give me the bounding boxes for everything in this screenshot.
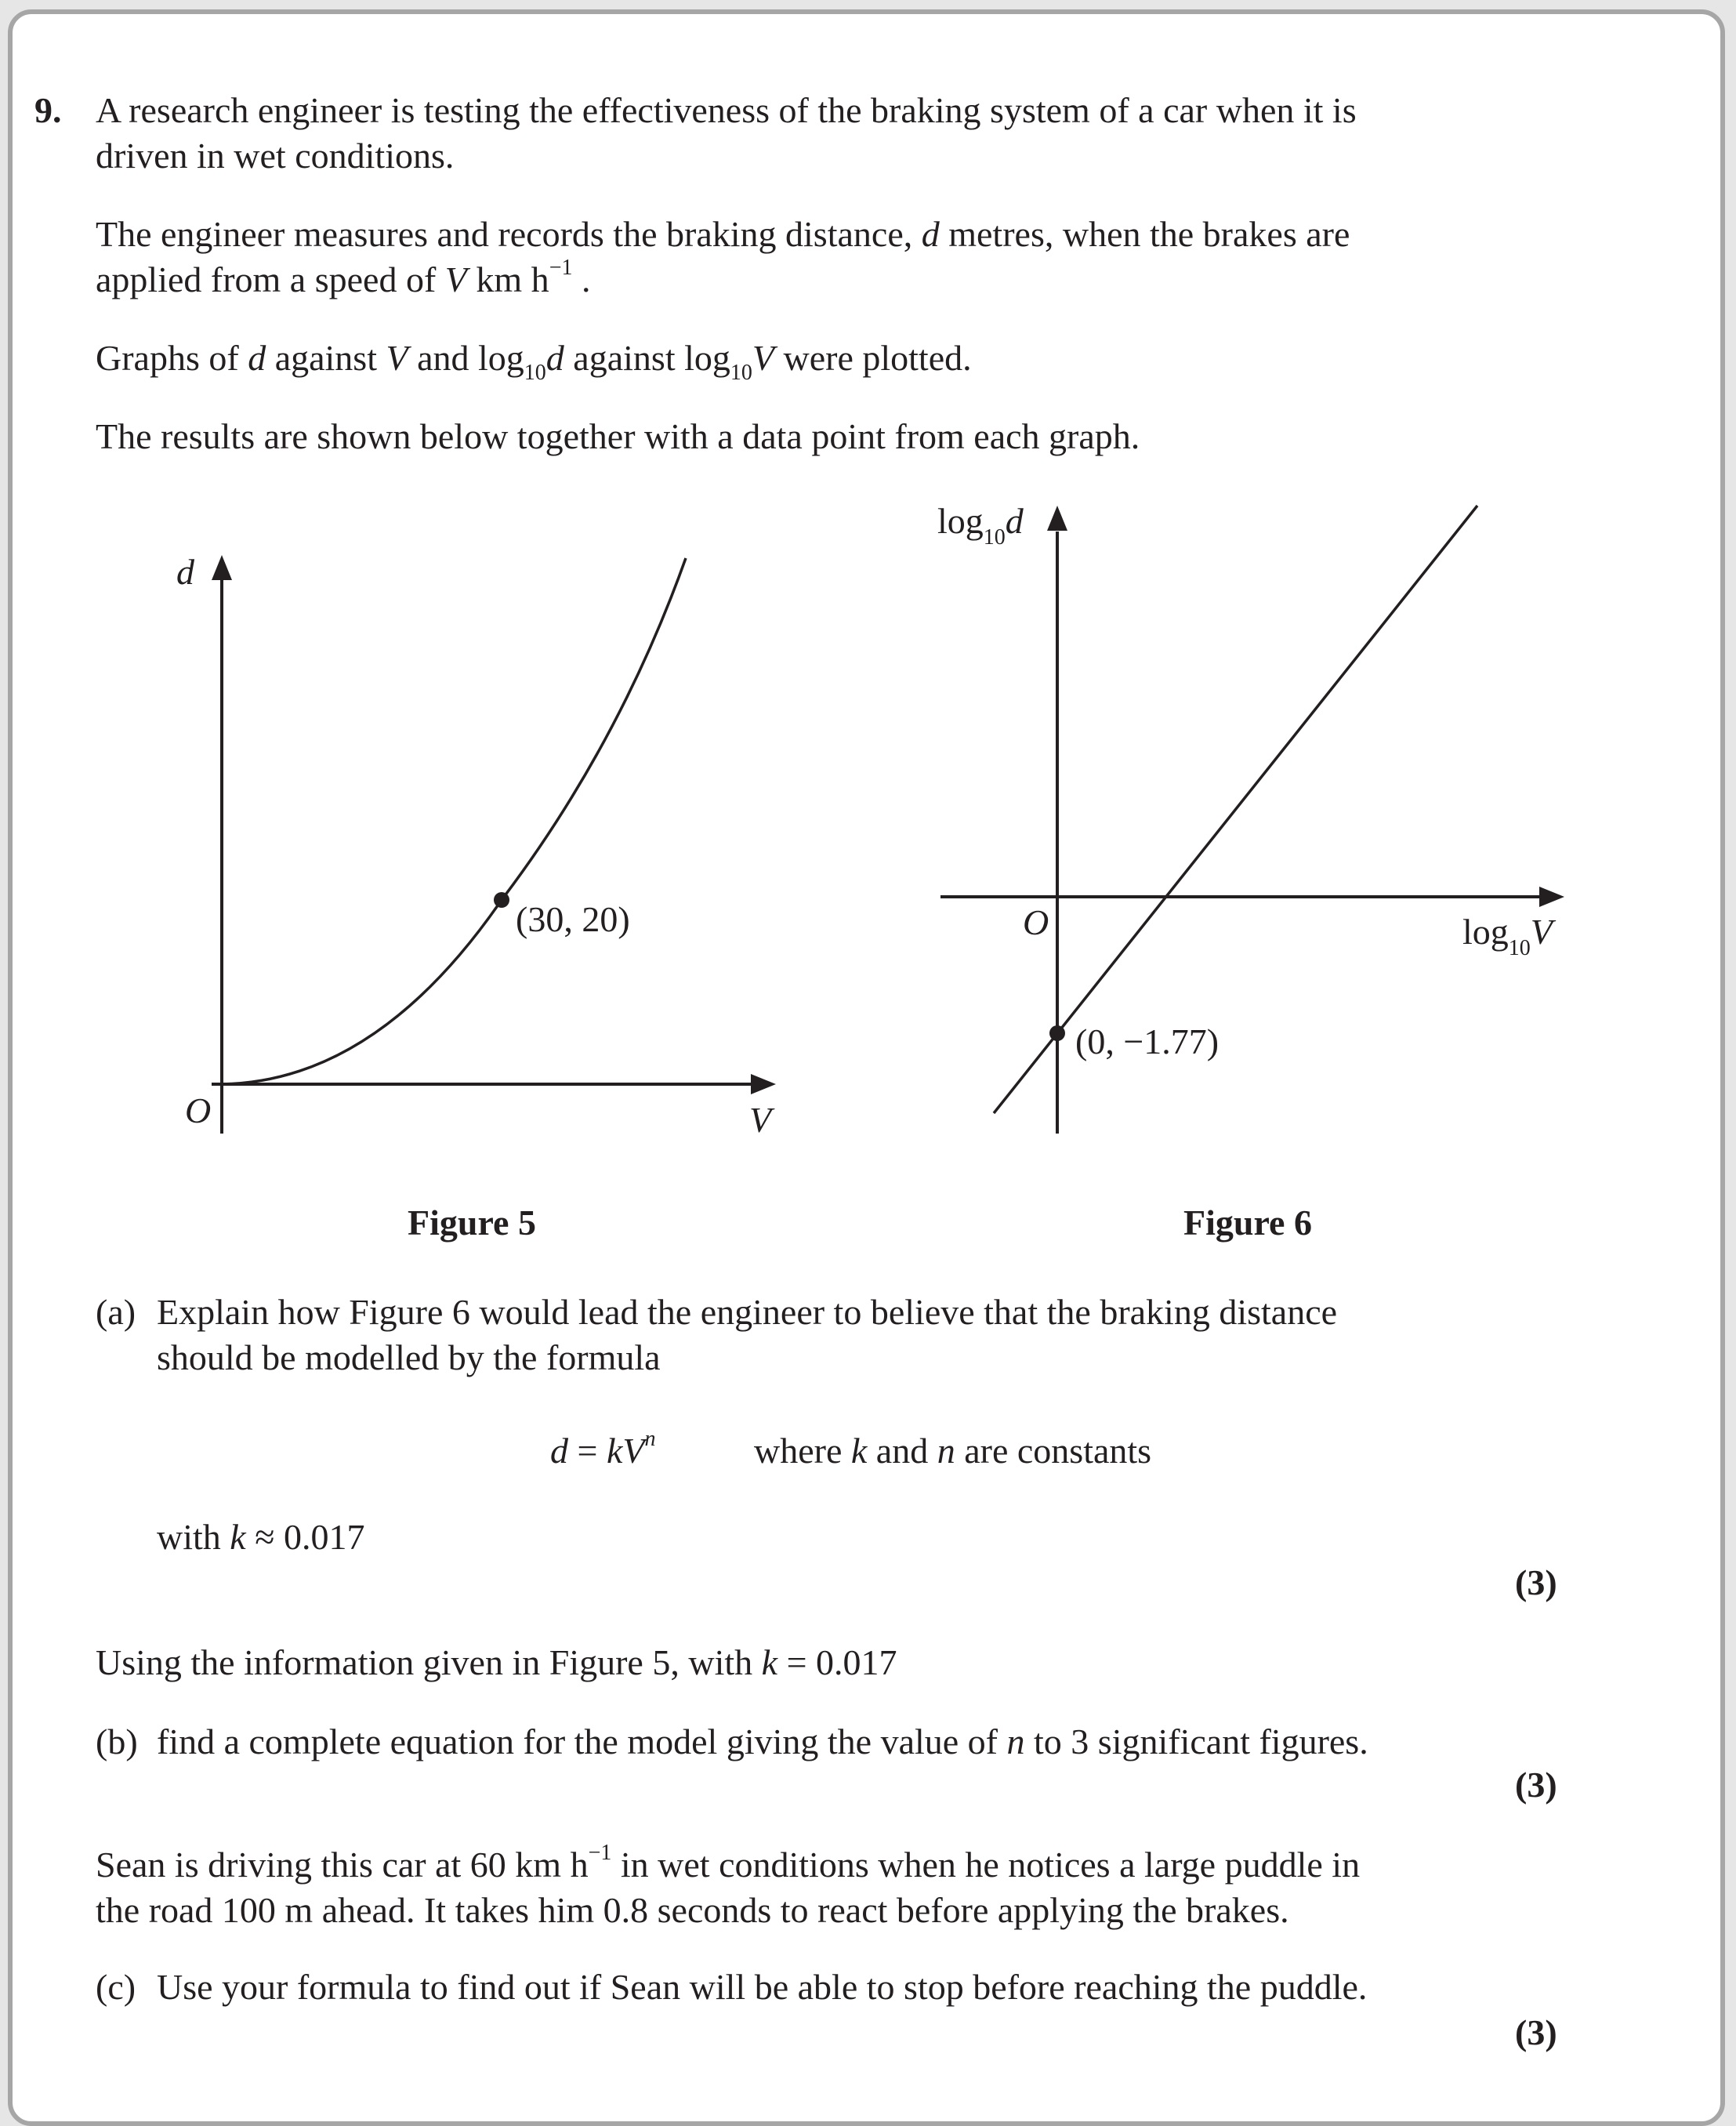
part-b-marks: (3): [1515, 1765, 1557, 1805]
results-line: The results are shown below together with a data point from each graph.: [96, 416, 1140, 456]
measure-line-2: applied from a speed of V km $h^{-1}$ .: [96, 256, 591, 299]
part-c-label: (c): [96, 1967, 136, 2007]
part-b-label: (b): [96, 1721, 138, 1761]
part-a-line-1: Explain how Figure 6 would lead the engineer to believe that the braking distance: [157, 1292, 1338, 1332]
figure6-graph: [937, 501, 1564, 1134]
question-number: 9.: [34, 90, 62, 130]
part-a-marks: (3): [1515, 1562, 1557, 1602]
figure6-x-label: $\log_{10}V$: [1462, 912, 1553, 960]
figure5-data-point: [494, 892, 509, 908]
figure6-y-arrow: [1047, 506, 1067, 531]
figure5-graph: [176, 552, 776, 1140]
part-b-text: find a complete equation for the model giving the value of n to 3 significant figures.: [157, 1721, 1368, 1761]
part-a-label: (a): [96, 1292, 136, 1332]
figure6-x-arrow: [1539, 887, 1564, 907]
part-a-line-2: should be modelled by the formula: [157, 1337, 661, 1377]
figure6-y-label: $\log_{10}d$: [937, 501, 1024, 550]
part-a-with: with k ≈ 0.017: [157, 1517, 365, 1557]
measure-line-1: The engineer measures and records the braking distance, d metres, when the brakes are: [96, 214, 1350, 254]
part-c-marks: (3): [1515, 2012, 1557, 2052]
using-line: Using the information given in Figure 5, with k = 0.017: [96, 1642, 897, 1682]
figure5-caption: Figure 5: [408, 1203, 536, 1243]
figure6-data-point: [1049, 1025, 1065, 1041]
intro-line-2: driven in wet conditions.: [96, 136, 455, 176]
figure5-origin-label: O: [185, 1090, 212, 1130]
part-a-where: where k and n are constants: [754, 1431, 1152, 1471]
figure5-y-label: d: [176, 552, 194, 592]
part-a-formula: $d = kV^n$: [550, 1427, 656, 1471]
graphs-line: Graphs of d against V and $\log_{10}d$ against $\log_{10}V$ were plotted.: [96, 338, 972, 385]
figure5-x-arrow: [751, 1074, 776, 1094]
figure5-curve: [222, 558, 686, 1084]
figure5-point-label: (30, 20): [516, 899, 630, 939]
figure6-line: [994, 506, 1477, 1113]
figure5-y-arrow: [212, 555, 232, 580]
sean-line-1: Sean is driving this car at 60 km $h^{-1}$ in wet conditions when he notices a large puddle in: [96, 1841, 1361, 1885]
sean-line-2: the road 100 m ahead. It takes him 0.8 seconds to react before applying the brakes.: [96, 1890, 1289, 1930]
figure6-caption: Figure 6: [1183, 1203, 1312, 1243]
figure6-point-label: (0, −1.77): [1075, 1021, 1220, 1061]
figure5-x-label: V: [749, 1100, 772, 1140]
figure6-origin-label: O: [1023, 902, 1049, 942]
part-c-text: Use your formula to find out if Sean will be able to stop before reaching the puddle.: [157, 1967, 1368, 2007]
intro-line-1: A research engineer is testing the effectiveness of the braking system of a car when it is: [96, 90, 1357, 130]
